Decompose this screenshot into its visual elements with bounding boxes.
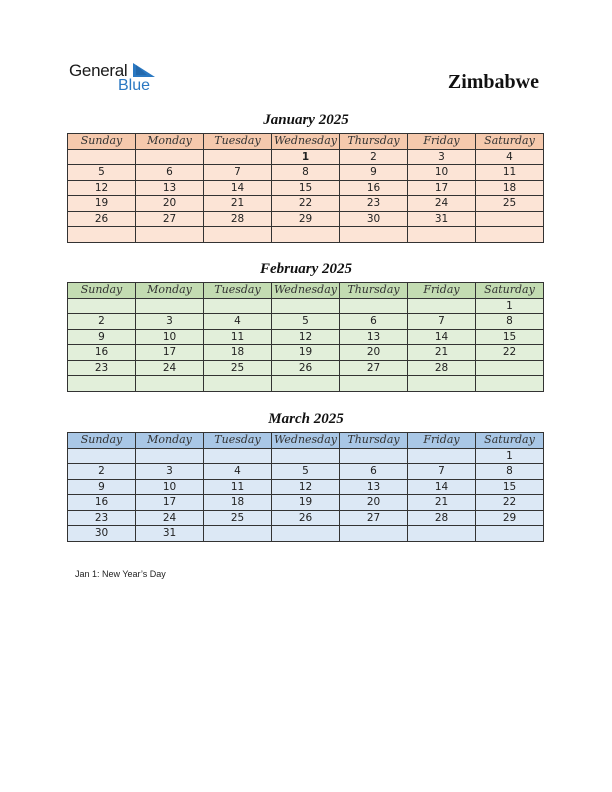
- week-row: [68, 211, 544, 227]
- weekday-header-thursday: Thursday: [340, 283, 408, 299]
- day-cell: 21: [408, 495, 476, 511]
- day-cell: [68, 448, 136, 464]
- day-cell: [340, 376, 408, 392]
- day-cell: [272, 526, 340, 542]
- week-row: [68, 329, 544, 345]
- week-row: [68, 360, 544, 376]
- week-row: [68, 165, 544, 181]
- day-cell: 4: [476, 149, 544, 165]
- day-cell: 16: [68, 345, 136, 361]
- day-cell: 19: [68, 196, 136, 212]
- weekday-header-row: [68, 283, 544, 299]
- week-row: [68, 227, 544, 243]
- weekday-header-saturday: Saturday: [476, 283, 544, 299]
- day-cell: [136, 376, 204, 392]
- day-cell: 23: [340, 196, 408, 212]
- day-cell: 10: [136, 329, 204, 345]
- day-cell: 10: [136, 479, 204, 495]
- weekday-header-sunday: Sunday: [68, 433, 136, 449]
- day-cell: [204, 526, 272, 542]
- weekday-header-monday: Monday: [136, 283, 204, 299]
- day-cell: 7: [204, 165, 272, 181]
- day-cell: [204, 227, 272, 243]
- day-cell: 14: [408, 479, 476, 495]
- day-cell: [272, 448, 340, 464]
- day-cell: 4: [204, 314, 272, 330]
- day-cell: 26: [272, 510, 340, 526]
- day-cell: 14: [408, 329, 476, 345]
- day-cell: 15: [476, 479, 544, 495]
- day-cell: 20: [340, 495, 408, 511]
- day-cell: 21: [408, 345, 476, 361]
- day-cell: 9: [340, 165, 408, 181]
- week-row: [68, 376, 544, 392]
- day-cell: [476, 376, 544, 392]
- day-cell: 17: [136, 345, 204, 361]
- day-cell: 5: [68, 165, 136, 181]
- day-cell: 5: [272, 314, 340, 330]
- weekday-header-row: [68, 433, 544, 449]
- day-cell: 7: [408, 314, 476, 330]
- day-cell: 11: [476, 165, 544, 181]
- day-cell: 2: [340, 149, 408, 165]
- day-cell: 10: [408, 165, 476, 181]
- day-cell: 19: [272, 345, 340, 361]
- day-cell: 22: [476, 495, 544, 511]
- weekday-header-tuesday: Tuesday: [204, 283, 272, 299]
- day-cell: 2: [68, 314, 136, 330]
- day-cell: 1: [476, 298, 544, 314]
- weekday-header-friday: Friday: [408, 433, 476, 449]
- day-cell: 12: [272, 329, 340, 345]
- day-cell: [68, 227, 136, 243]
- weekday-header-sunday: Sunday: [68, 134, 136, 150]
- day-cell: [272, 298, 340, 314]
- weekday-header-thursday: Thursday: [340, 433, 408, 449]
- month-title-january: January 2025: [263, 112, 349, 128]
- holiday-note: Jan 1: New Year’s Day: [75, 569, 166, 579]
- day-cell: 23: [68, 510, 136, 526]
- day-cell: [476, 227, 544, 243]
- day-cell: 30: [68, 526, 136, 542]
- day-cell: [68, 149, 136, 165]
- day-cell: 25: [476, 196, 544, 212]
- week-row: [68, 448, 544, 464]
- day-cell: 12: [272, 479, 340, 495]
- week-row: [68, 180, 544, 196]
- day-cell: 22: [272, 196, 340, 212]
- day-cell: 28: [408, 360, 476, 376]
- day-cell: 3: [408, 149, 476, 165]
- day-cell: 23: [68, 360, 136, 376]
- weekday-header-sunday: Sunday: [68, 283, 136, 299]
- day-cell: [408, 526, 476, 542]
- day-cell: 3: [136, 464, 204, 480]
- weekday-header-saturday: Saturday: [476, 433, 544, 449]
- day-cell: 25: [204, 360, 272, 376]
- day-cell: 30: [340, 211, 408, 227]
- day-cell: 4: [204, 464, 272, 480]
- day-cell: 24: [136, 360, 204, 376]
- day-cell: 21: [204, 196, 272, 212]
- weekday-header-wednesday: Wednesday: [272, 134, 340, 150]
- calendar-february: [67, 282, 544, 392]
- day-cell: [272, 376, 340, 392]
- week-row: [68, 526, 544, 542]
- day-cell: 6: [136, 165, 204, 181]
- day-cell-holiday: 1: [272, 149, 340, 165]
- day-cell: [408, 298, 476, 314]
- day-cell: [476, 211, 544, 227]
- day-cell: [476, 360, 544, 376]
- day-cell: 20: [136, 196, 204, 212]
- day-cell: 13: [340, 479, 408, 495]
- day-cell: [68, 298, 136, 314]
- day-cell: 19: [272, 495, 340, 511]
- day-cell: 12: [68, 180, 136, 196]
- day-cell: [340, 298, 408, 314]
- day-cell: 15: [272, 180, 340, 196]
- weekday-header-wednesday: Wednesday: [272, 433, 340, 449]
- day-cell: 11: [204, 329, 272, 345]
- weekday-header-friday: Friday: [408, 283, 476, 299]
- day-cell: 31: [408, 211, 476, 227]
- day-cell: [408, 227, 476, 243]
- triangle-logo-icon: [133, 63, 155, 77]
- day-cell: [340, 227, 408, 243]
- weekday-header-monday: Monday: [136, 433, 204, 449]
- day-cell: 7: [408, 464, 476, 480]
- day-cell: [136, 298, 204, 314]
- weekday-header-saturday: Saturday: [476, 134, 544, 150]
- day-cell: [408, 376, 476, 392]
- weekday-header-wednesday: Wednesday: [272, 283, 340, 299]
- day-cell: 8: [476, 464, 544, 480]
- day-cell: 1: [476, 448, 544, 464]
- weekday-header-monday: Monday: [136, 134, 204, 150]
- day-cell: 27: [340, 510, 408, 526]
- day-cell: 3: [136, 314, 204, 330]
- day-cell: [136, 227, 204, 243]
- day-cell: 27: [340, 360, 408, 376]
- day-cell: 29: [476, 510, 544, 526]
- day-cell: 6: [340, 464, 408, 480]
- week-row: [68, 149, 544, 165]
- day-cell: 2: [68, 464, 136, 480]
- brand-name-general: General: [69, 61, 128, 80]
- week-row: [68, 196, 544, 212]
- day-cell: [136, 448, 204, 464]
- day-cell: 26: [68, 211, 136, 227]
- day-cell: 14: [204, 180, 272, 196]
- day-cell: [340, 448, 408, 464]
- week-row: [68, 464, 544, 480]
- calendar-march: [67, 432, 544, 542]
- day-cell: [136, 149, 204, 165]
- month-title-march: March 2025: [268, 411, 344, 427]
- day-cell: [340, 526, 408, 542]
- day-cell: 16: [68, 495, 136, 511]
- day-cell: [204, 149, 272, 165]
- day-cell: [68, 376, 136, 392]
- day-cell: 28: [408, 510, 476, 526]
- day-cell: 28: [204, 211, 272, 227]
- weekday-header-tuesday: Tuesday: [204, 134, 272, 150]
- day-cell: 26: [272, 360, 340, 376]
- country-title: Zimbabwe: [447, 71, 539, 93]
- calendar-january: [67, 133, 544, 243]
- weekday-header-tuesday: Tuesday: [204, 433, 272, 449]
- day-cell: 27: [136, 211, 204, 227]
- day-cell: [204, 298, 272, 314]
- day-cell: 17: [136, 495, 204, 511]
- week-row: [68, 298, 544, 314]
- weekday-header-thursday: Thursday: [340, 134, 408, 150]
- day-cell: 13: [136, 180, 204, 196]
- day-cell: 8: [272, 165, 340, 181]
- day-cell: 25: [204, 510, 272, 526]
- week-row: [68, 510, 544, 526]
- week-row: [68, 495, 544, 511]
- day-cell: 9: [68, 479, 136, 495]
- day-cell: 8: [476, 314, 544, 330]
- day-cell: 20: [340, 345, 408, 361]
- week-row: [68, 345, 544, 361]
- day-cell: 5: [272, 464, 340, 480]
- brand-logo: [69, 61, 164, 97]
- weekday-header-row: [68, 134, 544, 150]
- day-cell: 29: [272, 211, 340, 227]
- day-cell: 24: [136, 510, 204, 526]
- day-cell: [408, 448, 476, 464]
- brand-name-blue: Blue: [118, 77, 151, 94]
- day-cell: [204, 448, 272, 464]
- holiday-notes: [75, 569, 166, 579]
- day-cell: 18: [204, 345, 272, 361]
- day-cell: 24: [408, 196, 476, 212]
- day-cell: 15: [476, 329, 544, 345]
- day-cell: 11: [204, 479, 272, 495]
- weekday-header-friday: Friday: [408, 134, 476, 150]
- day-cell: 13: [340, 329, 408, 345]
- day-cell: 17: [408, 180, 476, 196]
- day-cell: [204, 376, 272, 392]
- day-cell: 16: [340, 180, 408, 196]
- week-row: [68, 479, 544, 495]
- day-cell: 31: [136, 526, 204, 542]
- day-cell: 6: [340, 314, 408, 330]
- day-cell: 22: [476, 345, 544, 361]
- week-row: [68, 314, 544, 330]
- month-title-february: February 2025: [259, 261, 353, 277]
- day-cell: [272, 227, 340, 243]
- day-cell: 18: [204, 495, 272, 511]
- day-cell: 18: [476, 180, 544, 196]
- day-cell: 9: [68, 329, 136, 345]
- day-cell: [476, 526, 544, 542]
